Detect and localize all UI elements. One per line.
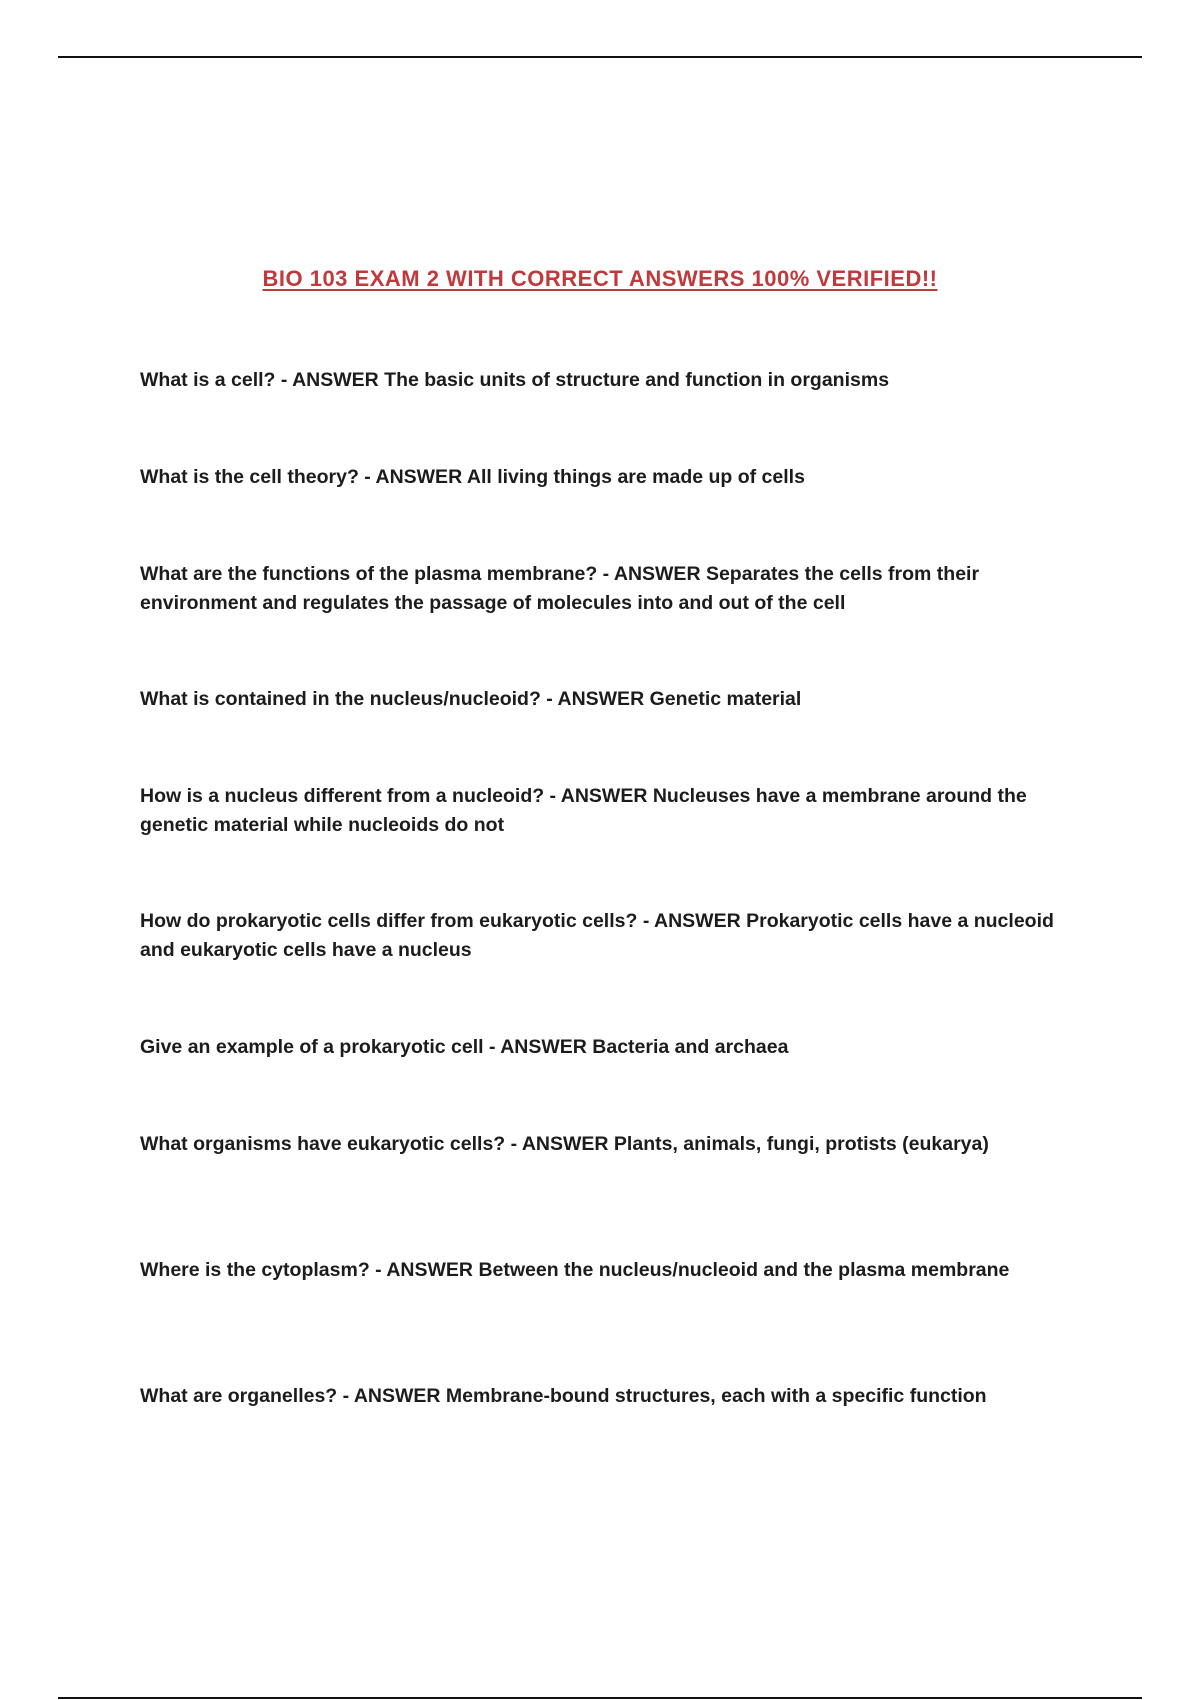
answer-marker: ANSWER (353, 1385, 441, 1407)
question-text: What is contained in the nucleus/nucleoid? (140, 688, 541, 710)
question-text: How is a nucleus different from a nucleoid? (140, 785, 545, 807)
answer-text: Membrane-bound structures, each with a specific function (445, 1385, 987, 1407)
qa-item: Give an example of a prokaryotic cell - ANSWER Bacteria and archaea (140, 1036, 789, 1058)
qa-item: What is contained in the nucleus/nucleoid? - ANSWER Genetic material (140, 688, 802, 710)
answer-marker: ANSWER (560, 785, 648, 807)
answer-marker: ANSWER (375, 466, 463, 488)
qa-item: Where is the cytoplasm? - ANSWER Between the nucleus/nucleoid and the plasma membrane (140, 1259, 1010, 1281)
qa-item: How is a nucleus different from a nucleoid? - ANSWER Nucleuses have a membrane around the genetic material while nucleoids do not (140, 785, 1027, 836)
answer-text: The basic units of structure and function in organisms (384, 369, 890, 391)
answer-marker: ANSWER (613, 563, 701, 585)
question-text: What is a cell? (140, 369, 276, 391)
answer-text: All living things are made up of cells (466, 466, 805, 488)
bottom-rule (58, 1697, 1142, 1699)
answer-marker: ANSWER (557, 688, 645, 710)
answer-text: Separates the cells from their environment and regulates the passage of molecules into and out of the cell (140, 563, 980, 614)
answer-text: Plants, animals, fungi, protists (eukarya) (613, 1133, 989, 1155)
answer-marker: ANSWER (292, 369, 379, 391)
answer-text: Nucleuses have a membrane around the genetic material while nucleoids do not (140, 785, 1027, 836)
answer-marker: ANSWER (654, 910, 741, 932)
qa-item: What is a cell? - ANSWER The basic units of structure and function in organisms (140, 369, 890, 391)
answer-marker: ANSWER (386, 1259, 474, 1281)
qa-item: What is the cell theory? - ANSWER All living things are made up of cells (140, 466, 805, 488)
question-text: What organisms have eukaryotic cells? (140, 1133, 506, 1155)
answer-marker: ANSWER (500, 1036, 587, 1058)
answer-text: Prokaryotic cells have a nucleoid and eukaryotic cells have a nucleus (140, 910, 1054, 961)
answer-text: Genetic material (649, 688, 802, 710)
qa-item: How do prokaryotic cells differ from eukaryotic cells? - ANSWER Prokaryotic cells have a nucleoid and eukaryotic cells have a nucleus (140, 910, 1054, 961)
top-rule (58, 56, 1142, 58)
qa-item: What are the functions of the plasma membrane? - ANSWER Separates the cells from their environment and regulates the passage of molecules into and out of the cell (140, 563, 980, 614)
question-text: What are organelles? (140, 1385, 338, 1407)
document-title: BIO 103 EXAM 2 WITH CORRECT ANSWERS 100% VERIFIED!! (262, 266, 938, 291)
answer-text: Between the nucleus/nucleoid and the plasma membrane (478, 1259, 1010, 1281)
question-text: How do prokaryotic cells differ from eukaryotic cells? (140, 910, 638, 932)
qa-item: What are organelles? - ANSWER Membrane-bound structures, each with a specific function (140, 1385, 987, 1407)
question-text: Give an example of a prokaryotic cell (140, 1036, 484, 1058)
question-text: Where is the cytoplasm? (140, 1259, 370, 1281)
qa-item: What organisms have eukaryotic cells? - ANSWER Plants, animals, fungi, protists (eukarya) (140, 1133, 989, 1155)
answer-text: Bacteria and archaea (592, 1036, 789, 1058)
answer-marker: ANSWER (521, 1133, 609, 1155)
question-text: What are the functions of the plasma membrane? (140, 563, 598, 585)
question-text: What is the cell theory? (140, 466, 359, 488)
